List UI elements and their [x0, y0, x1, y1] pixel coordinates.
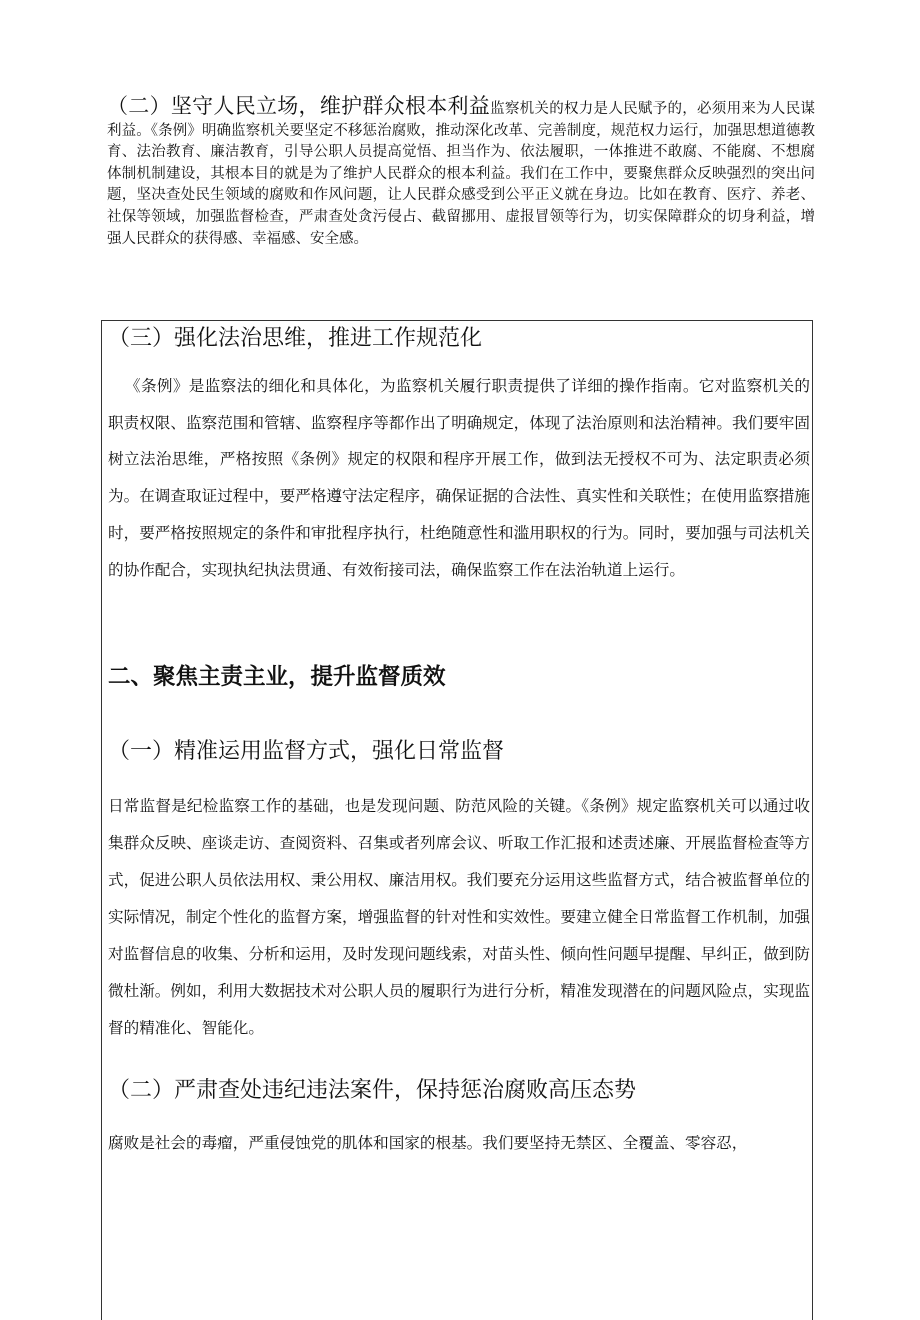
chapter-two-heading: 二、聚焦主责主业，提升监督质效: [108, 664, 446, 690]
daily-supervision-body: 日常监督是纪检监察工作的基础，也是发现问题、防范风险的关键。《条例》规定监察机关可以通过收集群众反映、座谈走访、查阅资料、召集或者列席会议、听取工作汇报和述责述廉、开展监督检查等方式，促进公职人员依法用权、秉公用权、廉洁用权。我们要充分运用这些监督方式，结合被监督单位的实际情况，制定个性化的监督方案，增强监督的针对性和实效性。要建立健全日常监督工作机制，加强对监督信息的收集、分析和运用，及时发现问题线索，对苗头性、倾向性问题早提醒、早纠正，做到防微杜渐。例如，利用大数据技术对公职人员的履职行为进行分析，精准发现潜在的问题风险点，实现监督的精准化、智能化。: [108, 797, 810, 1037]
rule-of-law-heading: （三）强化法治思维，推进工作规范化: [108, 326, 483, 351]
daily-supervision-heading: （一）精准运用监督方式，强化日常监督: [108, 739, 505, 764]
rule-of-law-body: 《条例》是监察法的细化和具体化，为监察机关履行职责提供了详细的操作指南。它对监察机关的职责权限、监察范围和管辖、监察程序等都作出了明确规定，体现了法治原则和法治精神。我们要牢固树立法治思维，严格按照《条例》规定的权限和程序开展工作，做到法无授权不可为、法定职责必须为。在调查取证过程中，要严格遵守法定程序，确保证据的合法性、真实性和关联性；在使用监察措施时，要严格按照规定的条件和审批程序执行，杜绝随意性和滥用职权的行为。同时，要加强与司法机关的协作配合，实现执纪执法贯通、有效衔接司法，确保监察工作在法治轨道上运行。: [108, 377, 810, 579]
intro-section: [107, 96, 815, 250]
intro-paragraph: [107, 96, 815, 250]
case-handling-heading: （二）严肃查处违纪违法案件，保持惩治腐败高压态势: [108, 1078, 637, 1103]
bordered-content-box: [101, 320, 813, 1320]
case-handling-body: 腐败是社会的毒瘤，严重侵蚀党的肌体和国家的根基。我们要坚持无禁区、全覆盖、零容忍，: [108, 1134, 748, 1152]
intro-heading: （二）坚守人民立场，维护群众根本利益: [107, 94, 491, 118]
intro-body: 监察机关的权力是人民赋予的，必须用来为人民谋利益。《条例》明确监察机关要坚定不移惩治腐败，推动深化改革、完善制度，规范权力运行，加强思想道德教育、法治教育、廉洁教育，引导公职人员提高觉悟、担当作为、依法履职，一体推进不敢腐、不能腐、不想腐体制机制建设，其根本目的就是为了维护人民群众的根本利益。我们在工作中，要聚焦群众反映强烈的突出问题，坚决查处民生领域的腐败和作风问题，让人民群众感受到公平正义就在身边。比如在教育、医疗、养老、社保等领域，加强监督检查，严肃查处贪污侵占、截留挪用、虚报冒领等行为，切实保障群众的切身利益，增强人民群众的获得感、幸福感、安全感。: [107, 101, 815, 247]
